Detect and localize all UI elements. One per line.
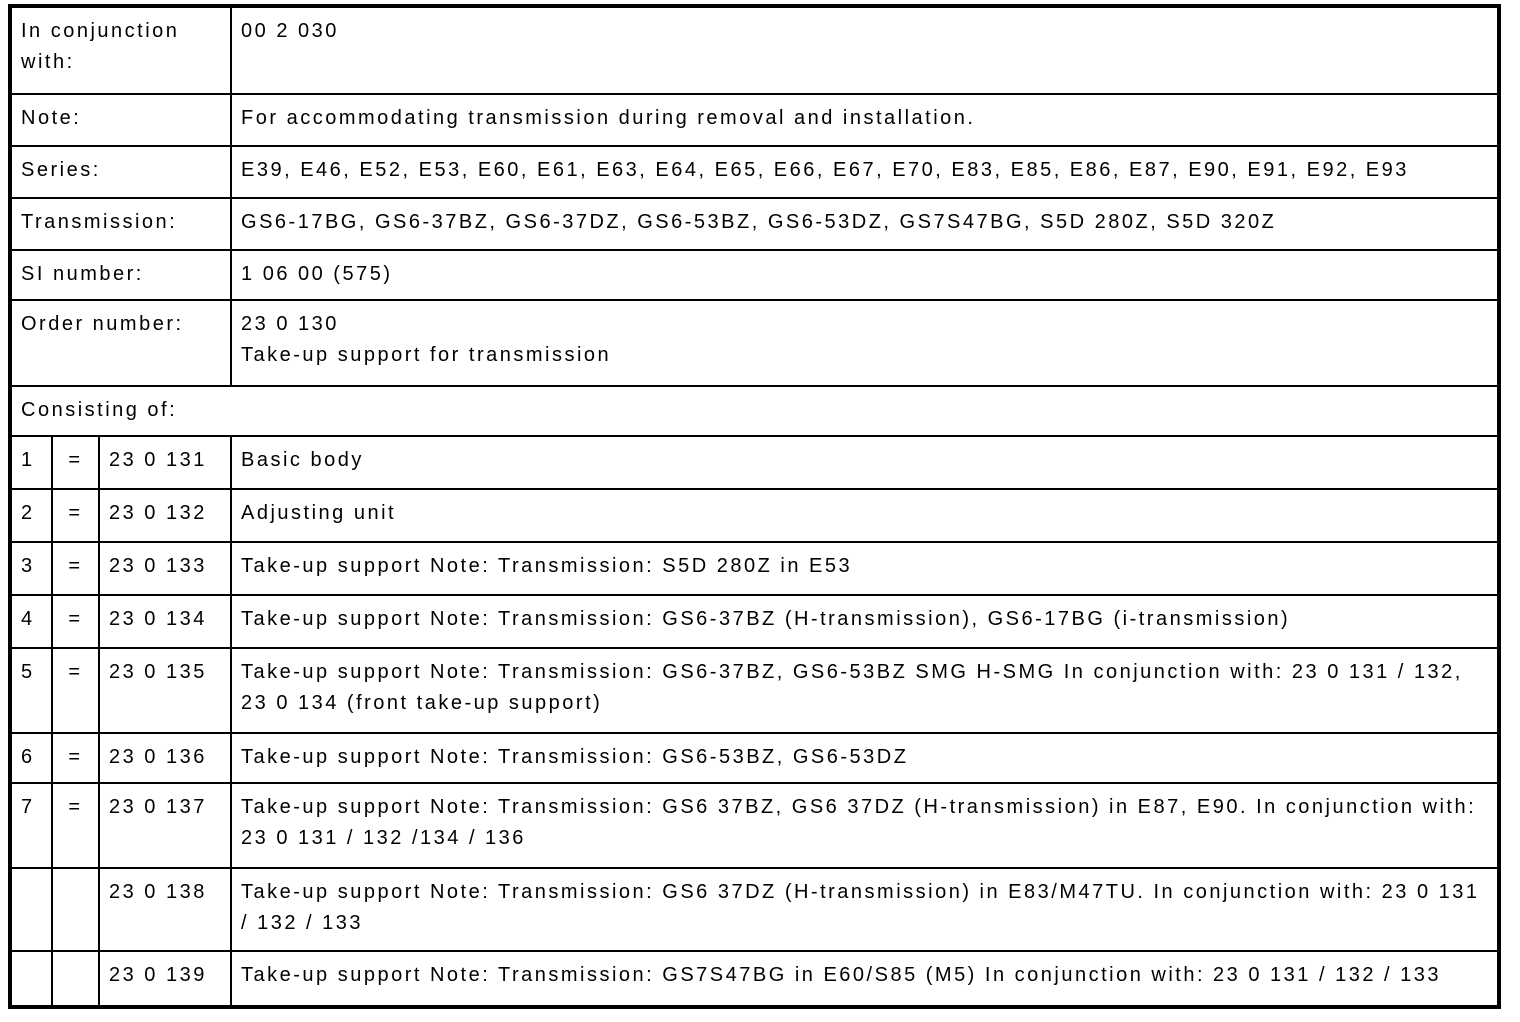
part-index-cell xyxy=(10,868,52,951)
part-number-cell: 23 0 136 xyxy=(99,733,231,783)
part-index-cell: 4 xyxy=(10,595,52,648)
part-description-cell: Take-up support Note: Transmission: GS6 37BZ, GS6 37DZ (H-transmission) in E87, E90. In conjunction with: 23 0 131 / 132 /134 / 136 xyxy=(231,783,1499,868)
info-value-cell: 00 2 030 xyxy=(231,6,1499,94)
part-eq-cell: = xyxy=(52,489,99,542)
part-row xyxy=(10,783,1499,868)
section-header-row xyxy=(10,386,1499,436)
part-description-cell: Take-up support Note: Transmission: GS6-53BZ, GS6-53DZ xyxy=(231,733,1499,783)
info-label-cell: Series: xyxy=(10,146,231,198)
part-index-cell: 6 xyxy=(10,733,52,783)
order-number-description: Take-up support for transmission xyxy=(241,344,612,366)
info-row xyxy=(10,6,1499,94)
part-row xyxy=(10,542,1499,595)
part-row xyxy=(10,648,1499,733)
part-row xyxy=(10,951,1499,1007)
part-index-cell: 7 xyxy=(10,783,52,868)
info-label-cell: Order number: xyxy=(10,300,231,386)
part-number-cell: 23 0 139 xyxy=(99,951,231,1007)
part-eq-cell: = xyxy=(52,783,99,868)
part-index-cell: 5 xyxy=(10,648,52,733)
part-eq-cell: = xyxy=(52,595,99,648)
info-row xyxy=(10,146,1499,198)
tool-info-table xyxy=(8,4,1501,1009)
part-number-cell: 23 0 137 xyxy=(99,783,231,868)
info-row xyxy=(10,94,1499,146)
part-description-cell: Take-up support Note: Transmission: GS6 37DZ (H-transmission) in E83/M47TU. In conjunction with: 23 0 131 / 132 / 133 xyxy=(231,868,1499,951)
info-label-cell: In conjunction with: xyxy=(10,6,231,94)
part-description-cell: Take-up support Note: Transmission: GS7S47BG in E60/S85 (M5) In conjunction with: 23 0 131 / 132 / 133 xyxy=(231,951,1499,1007)
part-index-cell: 3 xyxy=(10,542,52,595)
part-description-cell: Adjusting unit xyxy=(231,489,1499,542)
part-row xyxy=(10,436,1499,489)
part-description-cell: Basic body xyxy=(231,436,1499,489)
info-value-cell: GS6-17BG, GS6-37BZ, GS6-37DZ, GS6-53BZ, GS6-53DZ, GS7S47BG, S5D 280Z, S5D 320Z xyxy=(231,198,1499,250)
info-value-cell: For accommodating transmission during removal and installation. xyxy=(231,94,1499,146)
part-description-cell: Take-up support Note: Transmission: GS6-37BZ, GS6-53BZ SMG H-SMG In conjunction with: 23 0 131 / 132, 23 0 134 (front take-up support) xyxy=(231,648,1499,733)
part-number-cell: 23 0 134 xyxy=(99,595,231,648)
part-number-cell: 23 0 138 xyxy=(99,868,231,951)
part-number-cell: 23 0 133 xyxy=(99,542,231,595)
part-eq-cell: = xyxy=(52,542,99,595)
part-number-cell: 23 0 135 xyxy=(99,648,231,733)
part-eq-cell: = xyxy=(52,733,99,783)
info-value-cell: 1 06 00 (575) xyxy=(231,250,1499,300)
part-index-cell: 1 xyxy=(10,436,52,489)
info-value-cell xyxy=(231,300,1499,386)
order-number-value: 23 0 130 xyxy=(241,313,339,335)
part-eq-cell xyxy=(52,951,99,1007)
part-description-cell: Take-up support Note: Transmission: S5D 280Z in E53 xyxy=(231,542,1499,595)
part-row xyxy=(10,595,1499,648)
part-number-cell: 23 0 132 xyxy=(99,489,231,542)
part-row xyxy=(10,868,1499,951)
info-row xyxy=(10,300,1499,386)
part-eq-cell: = xyxy=(52,436,99,489)
part-row xyxy=(10,489,1499,542)
info-value-cell: E39, E46, E52, E53, E60, E61, E63, E64, E65, E66, E67, E70, E83, E85, E86, E87, E90, E91, E92, E93 xyxy=(231,146,1499,198)
part-description-cell: Take-up support Note: Transmission: GS6-37BZ (H-transmission), GS6-17BG (i-transmission) xyxy=(231,595,1499,648)
info-row xyxy=(10,198,1499,250)
part-eq-cell: = xyxy=(52,648,99,733)
part-index-cell: 2 xyxy=(10,489,52,542)
consisting-header-cell: Consisting of: xyxy=(10,386,1499,436)
part-row xyxy=(10,733,1499,783)
info-label-cell: SI number: xyxy=(10,250,231,300)
part-number-cell: 23 0 131 xyxy=(99,436,231,489)
part-eq-cell xyxy=(52,868,99,951)
info-row xyxy=(10,250,1499,300)
info-label-cell: Transmission: xyxy=(10,198,231,250)
info-label-cell: Note: xyxy=(10,94,231,146)
part-index-cell xyxy=(10,951,52,1007)
